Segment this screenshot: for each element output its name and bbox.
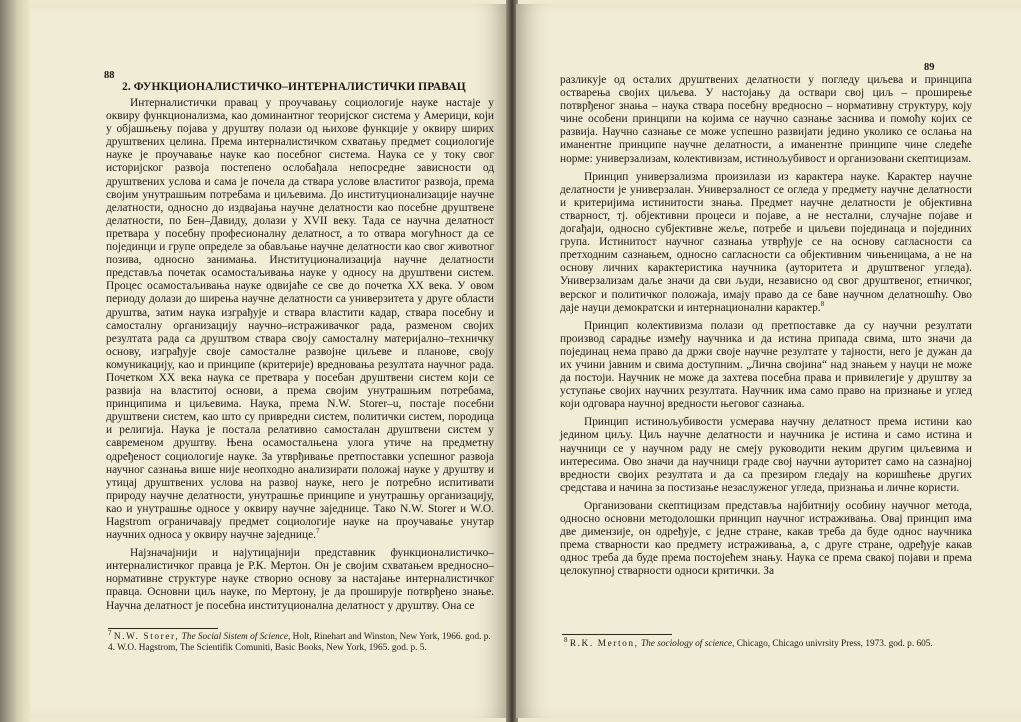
footnote-author: R.K. Merton,	[569, 639, 639, 649]
paragraph: Најзначајнији и најутицајнији представник функционалистичко–интерналистичког правца је Р.К. Мертон. Он је својим схватањем вредносно–нормативне структуре науке створио основу за настајање интерналистичког правца. Основни циљ науке, по Мертону, је да проширује потврђено знање. Научна делатност је посебна институционална делатност у друштву. Она се	[106, 547, 494, 612]
footnote-number: 8	[564, 635, 568, 644]
paragraph: разликује од осталих друштвених делатности у погледу циљева и принципа остварења својих циљева. У настојању да оствари свој циљ – проширење потврђеног знања – наука ствара посебну вредносно – нормативну структуру, коју чине особени принципи на којима се научно сазнање заснива и помоћу којих се развија. Научно сазнање се може успешно развијати једино уколико се ослања на иманентне принципе научне делатности, а иманентне принципе чине следеће норме: универзализам, колективизам, истинољубивост и организовани скептицизам.	[560, 74, 972, 165]
footnote-title: The Social Sistem of Science,	[181, 632, 291, 642]
page-stack-edge	[0, 0, 30, 722]
footnote-details: Holt, Rinehart and Winston, New York, 1966. god. p. 4. W.O. Hagstrom, The Scientifik Comuniti, Basic Books, New York, 1965. god. p. 5.	[108, 632, 491, 653]
footnote	[564, 635, 984, 650]
footnote-rule	[108, 628, 218, 629]
footnote-title: The sociology of science,	[640, 639, 735, 649]
paragraph: Принцип истинољубивости усмерава научну делатност према истини као једином циљу. Циљ научне делатности и научника је истина и само истина и научници се у научном раду не смеју руководити неким другим циљевима и интересима. Ово значи да научници граде свој научни ауторитет само на сазнајној вредности својих резултата и да са презиром гледају на коришћење других средстава и начина за постизање незаслуженог угледа, признања и личне користи.	[560, 416, 972, 494]
left-page	[30, 4, 508, 718]
footnote-ref: 7	[316, 527, 320, 536]
footnote	[108, 628, 498, 654]
footnote-rule	[562, 634, 672, 635]
section-heading: 2. ФУНКЦИОНАЛИСТИЧКО–ИНТЕРНАЛИСТИЧКИ ПРАВАЦ	[122, 81, 466, 93]
page-number: 88	[104, 70, 115, 81]
paragraph: Интерналистички правац у проучавању социологије науке настаје у оквиру функционализма, као доминантног теоријског система у Америци, који у објашњењу појава у друштву полази од њихове функције у оквиру ширих друштвених целина. Према интерналистичком схватању предмет социологије науке је проучавање науке као посебног система. Наука се у току свог историјског развоја постепено ослобађала непосредне зависности од друштвених услова и сама је почела да ствара услове властитог развоја, према својим унутрашњим потребама и циљевима. До институционализације научне делатности, односно до издвајања научне делатности као посебне друштвене делатности, по Бен–Давиду, долази у XVII веку. Тада се научна делатност претвара у посебну професионалну делатност, а то отвара могућност да се појединци и групе определе за обављање научне делатности као свог животног позива, односно занимања. Институционализација научне делатности представља почетак осамостаљивања науке у односу на друштвени систем. Процес осамостаљивања науке одвијаће се све до почетка XX века. У овом периоду долази до ширења научне делатности са универзитета у друге области друштва, затим наука изграђује и ствара властити кадар, ствара посебну и самосталну организацију научно–истраживачког рада, разменом својих резултата рада са друштвом ствара своју самосталну материјално–техничку основу, изграђује своје самосталне развојне циљеве и планове, своју комуникацију, као и принципе (критерије) вредновања резултата научног рада. Почетком XX века наука се претвара у посебан друштвени систем који се развија на властитој основи, а према својим унутрашњим потребама, принципима и циљевима. Наука, према N.W. Storer–u, постаје посебни друштвени систем, као што су привредни систем, политички систем, породица и религија. Наука је постала релативно самосталан друштвени систем у савременом друштву. Њена осамосталњена улога утиче на предметну одређеност социологије науке. За утврђивање претпоставки успешног развоја научног сазнања више није неопходно анализирати положај науке у друштву и утицај друштвених услова на развој науке, него је потребно испитивати природу научне делатности, унутрашње принципе и унутрашњу организацију, као и унутрашње односе у оквиру научне заједнице. Тако N.W. Storer и W.O. Hagstrom ограничавају предмет социологије науке на проучавање унутар научних односа у оквиру научне заједнице.$^7$	[106, 97, 494, 542]
footnote-number: 7	[108, 628, 112, 637]
page-number: 89	[924, 62, 935, 73]
footnote-author: N.W. Storer,	[113, 632, 180, 642]
paragraph: Принцип колективизма полази од претпоставке да су научни резултати производ сарадње између научника и да истина припада свима, што значи да појединац нема право да држи своје научне резултате у тајности, него је дужан да их учини јавним и свима доступним. „Лична својина“ над знањем у науци не може да постоји. Научник не може да захтева посебна права и привилегије у друштву за уступање својих научних резултата. Научник има само право на признање и углед који одговара научној вредности његовог сазнања.	[560, 319, 972, 411]
paragraph: Принцип универзализма произилази из карактера науке. Карактер научне делатности је универзалан. Универзалност се огледа у предмету научне делатности и критеријима истинитости знања. Предмет научне делатности је објективна стварност, тј. објективни процеси и појаве, а не нестални, случајне појаве и догађаји, односно субјективне жеље, потребе и циљеви појединаца и појединих група. Истинитост научног сазнања утврђује се на основу сагласности са претходним сазнањем, односно сагласности са објективним чињеницама, а не на основу личних карактеристика научника (ауторитета и друштвеног угледа). Универзализам даље значи да сви људи, независно од свог друштвеног, етничког, верског и политичког положаја, имају право да се баве научном делатношћу. Ово даје науци демократски и интернационални карактер.$^8$	[560, 170, 972, 314]
paragraph: Организовани скептицизам представља најбитнију особину научног метода, односно основни методолошки принцип научног истраживања. Овај принцип има две димензије, он одређује, с једне стране, какав треба да буде однос научника према стварности као предмету истраживања, а, с друге стране, одређује какав однос треба да буде према постојећем знању. Наука се према свакој појави и према целокупној стварности односи критички. За	[560, 499, 972, 578]
footnote-details: Chicago, Chicago univrsity Press, 1973. god. p. 605.	[736, 639, 933, 649]
footnote-ref: 8	[820, 299, 825, 308]
right-page	[516, 4, 1021, 718]
right-body-text	[560, 74, 972, 578]
left-body-text	[106, 97, 494, 613]
